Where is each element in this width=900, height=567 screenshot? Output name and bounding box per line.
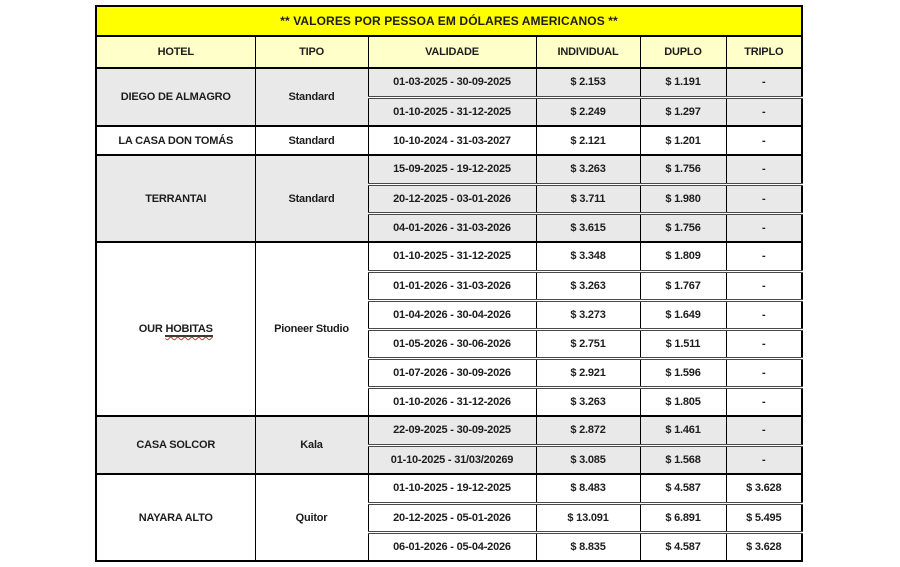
- triplo-cell: -: [726, 271, 802, 300]
- table-body: [96, 68, 802, 561]
- validade-cell: 01-01-2026 - 31-03-2026: [368, 271, 536, 300]
- table-row: [96, 242, 802, 271]
- hotel-cell: LA CASA DON TOMÁS: [96, 126, 255, 155]
- validade-cell: 15-09-2025 - 19-12-2025: [368, 155, 536, 184]
- tipo-cell: Pioneer Studio: [255, 242, 368, 416]
- title-row: [96, 6, 802, 36]
- duplo-cell: $ 1.191: [640, 68, 726, 97]
- tipo-cell: Quitor: [255, 474, 368, 561]
- validade-cell: 20-12-2025 - 03-01-2026: [368, 184, 536, 213]
- column-header-triplo: TRIPLO: [726, 36, 802, 68]
- triplo-cell: -: [726, 97, 802, 126]
- triplo-cell: $ 3.628: [726, 532, 802, 561]
- individual-cell: $ 2.921: [536, 358, 640, 387]
- triplo-cell: -: [726, 445, 802, 474]
- duplo-cell: $ 1.756: [640, 213, 726, 242]
- duplo-cell: $ 4.587: [640, 532, 726, 561]
- triplo-cell: -: [726, 300, 802, 329]
- column-header-individual: INDIVIDUAL: [536, 36, 640, 68]
- duplo-cell: $ 1.767: [640, 271, 726, 300]
- misspelled-word: HOBITAS: [165, 323, 213, 335]
- triplo-cell: -: [726, 126, 802, 155]
- hotel-cell: TERRANTAI: [96, 155, 255, 242]
- validade-cell: 06-01-2026 - 05-04-2026: [368, 532, 536, 561]
- validade-cell: 01-03-2025 - 30-09-2025: [368, 68, 536, 97]
- tipo-cell: Standard: [255, 155, 368, 242]
- individual-cell: $ 3.348: [536, 242, 640, 271]
- duplo-cell: $ 6.891: [640, 503, 726, 532]
- individual-cell: $ 8.835: [536, 532, 640, 561]
- validade-cell: 01-10-2025 - 31-12-2025: [368, 242, 536, 271]
- duplo-cell: $ 1.511: [640, 329, 726, 358]
- duplo-cell: $ 1.461: [640, 416, 726, 445]
- table-row: [96, 474, 802, 503]
- triplo-cell: -: [726, 242, 802, 271]
- triplo-cell: -: [726, 68, 802, 97]
- duplo-cell: $ 1.297: [640, 97, 726, 126]
- validade-cell: 20-12-2025 - 05-01-2026: [368, 503, 536, 532]
- hotel-name-prefix: OUR: [138, 323, 166, 335]
- table-row: [96, 155, 802, 184]
- column-header-validade: VALIDADE: [368, 36, 536, 68]
- individual-cell: $ 3.263: [536, 155, 640, 184]
- duplo-cell: $ 1.568: [640, 445, 726, 474]
- individual-cell: $ 3.263: [536, 271, 640, 300]
- validade-cell: 01-10-2025 - 19-12-2025: [368, 474, 536, 503]
- triplo-cell: -: [726, 184, 802, 213]
- triplo-cell: -: [726, 358, 802, 387]
- duplo-cell: $ 1.805: [640, 387, 726, 416]
- validade-cell: 01-10-2026 - 31-12-2026: [368, 387, 536, 416]
- individual-cell: $ 3.615: [536, 213, 640, 242]
- hotel-cell: NAYARA ALTO: [96, 474, 255, 561]
- duplo-cell: $ 1.596: [640, 358, 726, 387]
- individual-cell: $ 2.153: [536, 68, 640, 97]
- duplo-cell: $ 1.649: [640, 300, 726, 329]
- validade-cell: 01-04-2026 - 30-04-2026: [368, 300, 536, 329]
- tipo-cell: Kala: [255, 416, 368, 474]
- individual-cell: $ 2.751: [536, 329, 640, 358]
- hotel-cell: CASA SOLCOR: [96, 416, 255, 474]
- duplo-cell: $ 4.587: [640, 474, 726, 503]
- triplo-cell: $ 5.495: [726, 503, 802, 532]
- individual-cell: $ 3.263: [536, 387, 640, 416]
- validade-cell: 04-01-2026 - 31-03-2026: [368, 213, 536, 242]
- triplo-cell: -: [726, 155, 802, 184]
- price-table: [95, 5, 803, 562]
- individual-cell: $ 2.121: [536, 126, 640, 155]
- individual-cell: $ 13.091: [536, 503, 640, 532]
- duplo-cell: $ 1.756: [640, 155, 726, 184]
- validade-cell: 01-10-2025 - 31-12-2025: [368, 97, 536, 126]
- individual-cell: $ 3.711: [536, 184, 640, 213]
- table-row: [96, 126, 802, 155]
- triplo-cell: -: [726, 329, 802, 358]
- tipo-cell: Standard: [255, 68, 368, 126]
- table-head: [96, 6, 802, 68]
- hotel-cell: [96, 242, 255, 416]
- triplo-cell: $ 3.628: [726, 474, 802, 503]
- validade-cell: 22-09-2025 - 30-09-2025: [368, 416, 536, 445]
- table-title: ** VALORES POR PESSOA EM DÓLARES AMERICANOS **: [96, 6, 802, 36]
- individual-cell: $ 2.249: [536, 97, 640, 126]
- validade-cell: 01-07-2026 - 30-09-2026: [368, 358, 536, 387]
- hotel-cell: DIEGO DE ALMAGRO: [96, 68, 255, 126]
- column-header-duplo: DUPLO: [640, 36, 726, 68]
- duplo-cell: $ 1.980: [640, 184, 726, 213]
- tipo-cell: Standard: [255, 126, 368, 155]
- triplo-cell: -: [726, 387, 802, 416]
- triplo-cell: -: [726, 416, 802, 445]
- column-header-row: [96, 36, 802, 68]
- individual-cell: $ 3.085: [536, 445, 640, 474]
- column-header-tipo: TIPO: [255, 36, 368, 68]
- individual-cell: $ 8.483: [536, 474, 640, 503]
- table-row: [96, 68, 802, 97]
- table-row: [96, 416, 802, 445]
- duplo-cell: $ 1.809: [640, 242, 726, 271]
- column-header-hotel: HOTEL: [96, 36, 255, 68]
- validade-cell: 10-10-2024 - 31-03-2027: [368, 126, 536, 155]
- triplo-cell: -: [726, 213, 802, 242]
- duplo-cell: $ 1.201: [640, 126, 726, 155]
- individual-cell: $ 2.872: [536, 416, 640, 445]
- validade-cell: 01-05-2026 - 30-06-2026: [368, 329, 536, 358]
- validade-cell: 01-10-2025 - 31/03/20269: [368, 445, 536, 474]
- individual-cell: $ 3.273: [536, 300, 640, 329]
